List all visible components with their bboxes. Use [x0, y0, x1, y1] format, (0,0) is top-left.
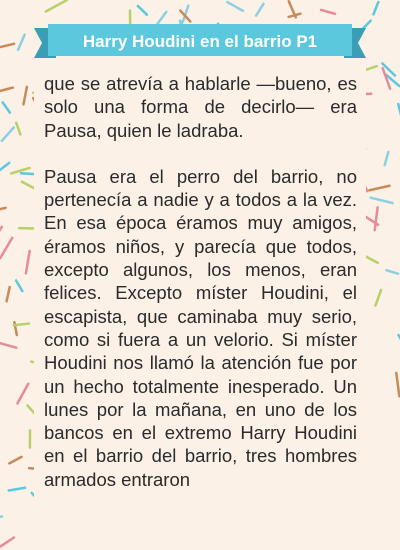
- confetti-dash: [17, 384, 28, 404]
- paragraph-1: que se atrevía a hablarle —bueno, es solo una forma de decirlo— era Pausa, quien le ladraba.: [44, 73, 357, 141]
- confetti-dash: [0, 517, 2, 518]
- confetti-dash: [3, 102, 10, 112]
- confetti-dash: [385, 152, 389, 165]
- confetti-dash: [46, 0, 67, 11]
- story-text: [44, 72, 357, 491]
- confetti-dash: [0, 538, 14, 549]
- confetti-dash: [373, 2, 378, 14]
- confetti-dash: [26, 251, 30, 273]
- confetti-dash: [14, 324, 29, 326]
- confetti-dash: [289, 14, 301, 17]
- confetti-dash: [0, 238, 12, 258]
- confetti-dash: [321, 10, 335, 14]
- confetti-dash: [16, 123, 20, 135]
- confetti-dash: [18, 35, 25, 50]
- confetti-dash: [9, 488, 25, 491]
- page-title: Harry Houdini en el barrio P1: [82, 32, 318, 51]
- confetti-dash: [9, 457, 21, 464]
- confetti-dash: [0, 227, 2, 244]
- confetti-dash: [0, 44, 14, 47]
- confetti-dash: [0, 88, 13, 93]
- confetti-dash: [371, 198, 393, 203]
- confetti-dash: [2, 127, 14, 140]
- confetti-dash: [0, 208, 6, 213]
- confetti-dash: [386, 270, 397, 273]
- confetti-dash: [256, 4, 263, 16]
- confetti-dash: [369, 186, 389, 190]
- confetti-dash: [0, 163, 9, 171]
- paragraph-2: Pausa era el perro del barrio, no pertenecía a nadie y a todos a la vez. En esa época éramos muy amigos, éramos niños, y parecía que todos, excepto algunos, los menos, eran felices. Excepto míster Houdini, el escapista, que caminaba muy serio, como si fuera a un velorio. Si míster Houdini nos llamó la atención fue por un hecho totalmente inesperado. Un lunes por la mañana, en uno de los bancos en el extremo Harry Houdini en el barrio del barrio, tres hombres armados entraron: [44, 165, 357, 490]
- confetti-dash: [375, 290, 381, 306]
- confetti-dash: [375, 207, 378, 230]
- confetti-dash: [16, 280, 22, 291]
- confetti-dash: [138, 6, 147, 15]
- confetti-dash: [0, 343, 16, 348]
- confetti-dash: [7, 287, 10, 301]
- confetti-dash: [24, 87, 27, 105]
- confetti-dash: [396, 373, 399, 396]
- confetti-dash: [227, 2, 243, 11]
- title-banner: [34, 24, 366, 60]
